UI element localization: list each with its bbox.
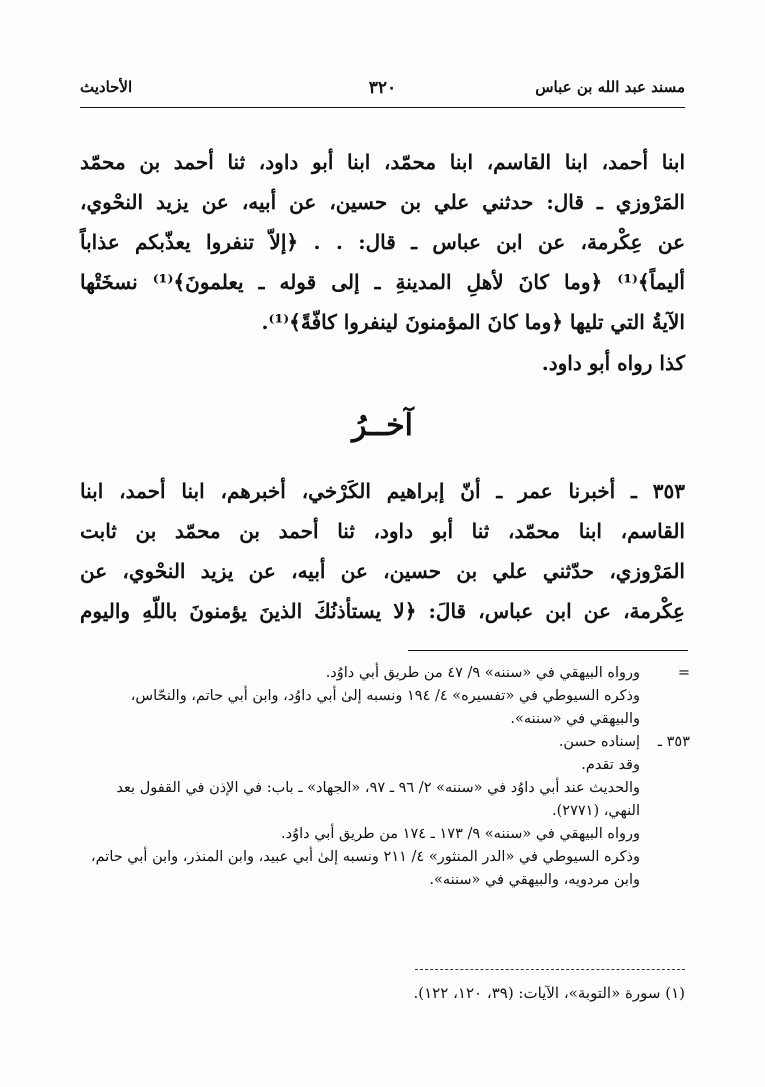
note-item (80, 685, 690, 731)
note-marker: ٣٥٣ ـ (657, 734, 690, 750)
note-text: والحديث عند أبي داوُد في «سننه» ٢/ ٩٦ ـ ٩٧، «الجهاد» ـ باب: في الإذن في القفول بعد النهي، (٢٧٧١). (116, 780, 640, 819)
note-item (80, 823, 690, 846)
text-line: المَرْوزي، حدّثني علي بن حسين، عن أبيه، عن يزيد النحْوي، عن (80, 559, 685, 583)
section-heading: آخــرُ (351, 408, 413, 443)
text-line (80, 471, 685, 511)
hadith-352-text (80, 142, 685, 342)
note-item (80, 731, 690, 754)
note-text: ورواه البيهقي في «سننه» ٩/ ٤٧ من طريق أبي داوُد. (325, 665, 640, 681)
note-marker: = (677, 665, 690, 681)
footnote-divider (415, 969, 685, 970)
note-text: وذكره السيوطي في «تفسيره» ٤/ ١٩٤ ونسبه إلىٰ أبي داوُد، وابن أبي حاتم، والنحّاس، والبيهقي في «سننه». (130, 688, 640, 727)
note-text: وذكره السيوطي في «الدر المنثور» ٤/ ٢١١ ونسبه إلىٰ أبي عبيد، وابن المنذر، وابن أبي حاتم، وابن مردويه، والبيهقي في «سننه». (90, 849, 640, 888)
text-fragment: ـ أخبرنا عمر ـ أنّ إبراهيم الكَرْخي، أخبرهم، ابنا أحمد، ابنا (80, 479, 637, 503)
text-line: عن عِكْرمة، عن ابن عباس ـ قال: . . ﴿إلاّ تنفروا يعذّبكم عذاباً (80, 230, 685, 254)
note-item (80, 846, 690, 892)
note-item (80, 754, 690, 777)
text-line: الآيةُ التي تليها ﴿وما كانَ المؤمنونَ لينفروا كافّةً﴾⁽¹⁾. (261, 310, 685, 334)
commentary-notes (80, 662, 690, 892)
page-number: ٣٢٠ (368, 78, 397, 98)
hadith-352-conclusion: كذا رواه أبو داود. (541, 351, 685, 375)
footnote: (١) سورة «التوبة»، الآيات: (٣٩، ١٢٠، ١٢٢). (413, 984, 685, 1002)
note-text: ورواه البيهقي في «سننه» ٩/ ١٧٣ ـ ١٧٤ من طريق أبي داوُد. (281, 826, 640, 842)
note-item (80, 662, 690, 685)
text-line: أليماً﴾⁽¹⁾ ﴿وما كانَ لأهلِ المدينةِ ـ إلى قوله ـ يعلمونَ﴾⁽¹⁾ نسخَتْها (80, 270, 685, 294)
text-line: عِكْرمة، عن ابن عباس، قالَ: ﴿لا يستأذنُكَ الذينَ يؤمنونَ باللّهِ واليوم (80, 599, 685, 623)
header-divider (80, 107, 685, 108)
text-line: القاسم، ابنا محمّد، ثنا أبو داود، ثنا أحمد بن محمّد بن ثابت (80, 519, 685, 543)
note-text: إسناده حسن. (558, 734, 640, 750)
note-text: وقد تقدم. (581, 757, 640, 773)
note-item (80, 777, 690, 823)
page-header (80, 78, 685, 104)
text-line: ابنا أحمد، ابنا القاسم، ابنا محمّد، ابنا أبو داود، ثنا أحمد بن محمّد (80, 150, 685, 174)
book-title: مسند عبد الله بن عباس (535, 78, 685, 96)
hadith-number: ٣٥٣ (652, 479, 685, 503)
text-line: المَرْوزي ـ قال: حدثني علي بن حسين، عن أبيه، عن يزيد النحْوي، (80, 190, 685, 214)
section-label: الأحاديث (80, 78, 133, 96)
notes-divider (408, 650, 688, 651)
hadith-353-text (80, 471, 685, 631)
